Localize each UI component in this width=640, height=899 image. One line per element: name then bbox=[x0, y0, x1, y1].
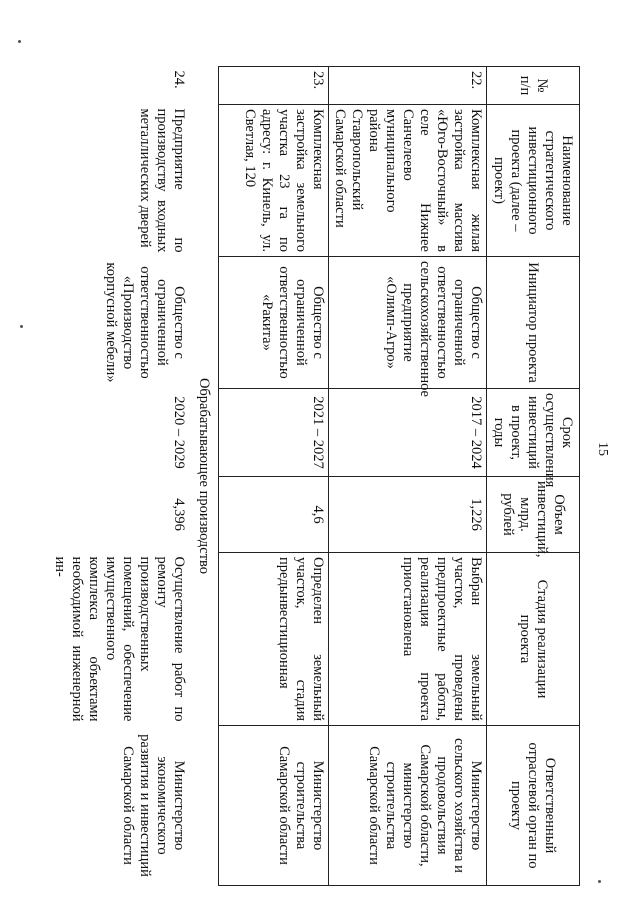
cell-num: 23. bbox=[219, 67, 329, 105]
page-number: 15 bbox=[595, 442, 610, 456]
cell-project-name: Комплексная жилая застройка массива «Юго-Восточный» в селе Нижнее Санчелеево муниципального района Ставропольский Самарской области bbox=[329, 105, 487, 257]
investment-projects-table bbox=[49, 66, 580, 886]
section-row bbox=[189, 67, 219, 886]
cell-term: 2020 – 2029 bbox=[171, 396, 187, 469]
header-volume: Объем инвестиций, млрд. рублей bbox=[487, 477, 580, 553]
table-row bbox=[219, 67, 329, 886]
cell-responsible: Министерство экономического развития и инвестиций Самарской области bbox=[120, 734, 187, 877]
cell-volume: 4,6 bbox=[219, 477, 329, 553]
header-stage: Стадия реализации проекта bbox=[487, 553, 580, 726]
table-row bbox=[49, 67, 189, 886]
cell-project-name: Комплексная застройка земельного участка 23 га по адресу: г. Кинель, ул. Светлая, 120 bbox=[219, 105, 329, 257]
cell-term: 2021 – 2027 bbox=[219, 389, 329, 477]
header-num: № п/п bbox=[487, 67, 580, 105]
header-term: Срок осуществления инвестиций в проект, годы bbox=[487, 389, 580, 477]
cell-initiator: Общество с ограниченной ответственностью сельскохозяйственное предприятие «Олимп-Агро» bbox=[329, 257, 487, 389]
table-header-row bbox=[487, 67, 580, 886]
cell-stage: Определен земельный участок, стадия предынвестиционная bbox=[219, 553, 329, 726]
scan-speck bbox=[18, 40, 21, 43]
cell-volume: 1,226 bbox=[329, 477, 487, 553]
cell-initiator: Общество с ограниченной ответственностью «Ракита» bbox=[219, 257, 329, 389]
cell-stage: Выбран земельный участок, проведены предпроектные работы, реализация проекта приостановлена bbox=[329, 553, 487, 726]
header-responsible: Ответственный отраслевой орган по проекту bbox=[487, 726, 580, 886]
rotated-table-container bbox=[52, 66, 580, 885]
cell-initiator: Общество с ограниченной ответственностью «Производство корпусной мебели» bbox=[103, 262, 187, 383]
scan-speck bbox=[598, 880, 601, 883]
header-initiator: Инициатор проекта bbox=[487, 257, 580, 389]
cell-project-name: Предприятие по производству входных металлических дверей bbox=[137, 108, 187, 253]
cell-responsible: Министерство сельского хозяйства и продовольствия Самарской области, министерство строительства Самарской области bbox=[329, 726, 487, 886]
table-row bbox=[329, 67, 487, 886]
cell-term: 2017 – 2024 bbox=[329, 389, 487, 477]
cell-stage: Осуществление работ по ремонту производственных помещений, обеспечение имущественного комплекса объектами необходимой инженерной ин- bbox=[52, 556, 187, 722]
cell-volume: 4,396 bbox=[171, 498, 187, 531]
scan-speck bbox=[20, 325, 23, 328]
cell-num: 22. bbox=[329, 67, 487, 105]
section-title: Обрабатывающее производство bbox=[196, 377, 212, 575]
header-project-name: Наименование стратегического инвестиционного проекта (далее – проект) bbox=[487, 105, 580, 257]
cell-responsible: Министерство строительства Самарской области bbox=[219, 726, 329, 886]
cell-num: 24. bbox=[171, 70, 187, 89]
